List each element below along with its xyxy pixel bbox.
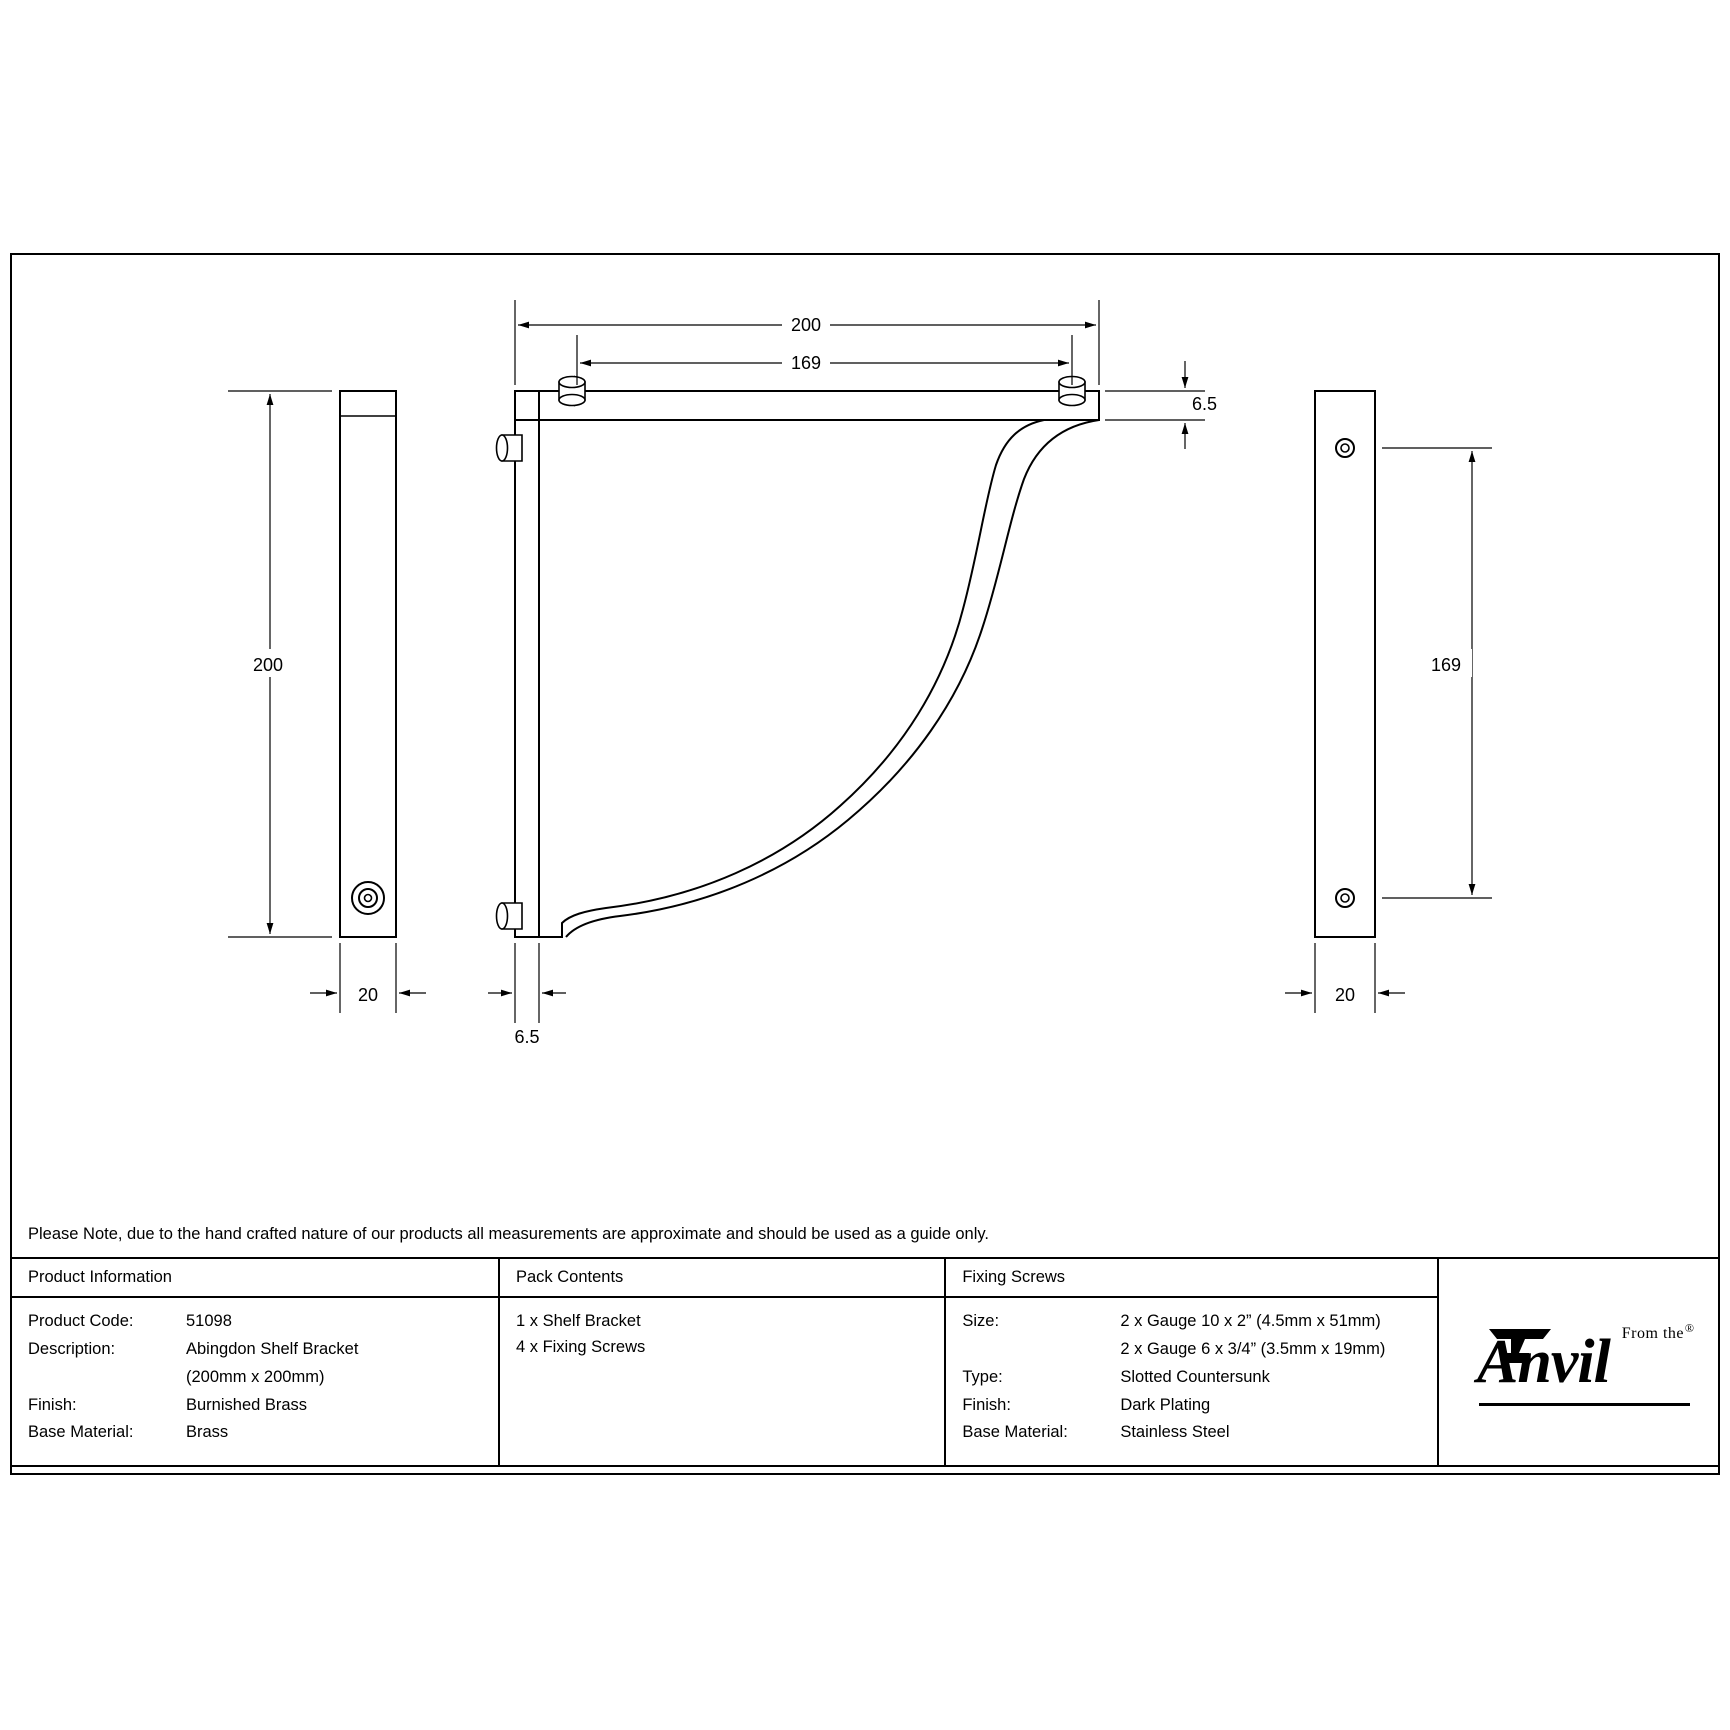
side-view-right	[1315, 391, 1375, 937]
brand-logo-cell	[1438, 1297, 1719, 1467]
dimension-label-top-169: 169	[790, 353, 822, 373]
product-row	[28, 1364, 484, 1392]
fixing-screws-cell	[945, 1297, 1438, 1467]
dimension-label-thickness-65: 6.5	[1192, 394, 1218, 414]
screw-finish-value: Dark Plating	[1120, 1395, 1211, 1414]
product-info-table	[10, 1213, 1720, 1467]
logo-underline	[1479, 1403, 1690, 1406]
logo-main-text: Anvil	[1477, 1327, 1610, 1396]
type-key: Type:	[962, 1367, 1003, 1386]
product-code-value: 51098	[186, 1311, 232, 1330]
pack-contents-cell	[499, 1297, 945, 1467]
dimension-label-bottom-65: 6.5	[514, 1027, 540, 1047]
logo-registered-mark: ®	[1684, 1320, 1694, 1335]
pack-contents-item: 1 x Shelf Bracket	[515, 1311, 641, 1330]
bracket-front-view	[497, 377, 1100, 938]
fixing-row	[962, 1392, 1423, 1420]
header-pack-contents: Pack Contents	[499, 1258, 945, 1297]
technical-drawing	[10, 253, 1720, 1215]
base-material-value: Brass	[186, 1423, 229, 1442]
dimension-label-left-200: 200	[252, 655, 284, 675]
screw-finish-key: Finish:	[962, 1395, 1011, 1414]
dimension-thickness-65	[1105, 361, 1205, 449]
table-body-row	[11, 1297, 1719, 1467]
product-row	[28, 1419, 484, 1447]
product-row	[28, 1308, 484, 1336]
description-value: Abingdon Shelf Bracket	[186, 1339, 359, 1358]
type-value: Slotted Countersunk	[1120, 1367, 1270, 1386]
product-row	[28, 1336, 484, 1364]
fixing-row	[962, 1336, 1423, 1364]
dimension-label-top-200: 200	[790, 315, 822, 335]
fixing-row	[962, 1419, 1423, 1447]
finish-key: Finish:	[28, 1395, 77, 1414]
fixing-row	[962, 1308, 1423, 1336]
product-code-key: Product Code:	[28, 1311, 134, 1330]
finish-value: Burnished Brass	[186, 1395, 308, 1414]
description-key-2	[28, 1364, 186, 1392]
header-logo-spacer	[1438, 1258, 1719, 1297]
pack-contents-item: 4 x Fixing Screws	[515, 1338, 646, 1357]
size-value: 2 x Gauge 10 x 2” (4.5mm x 51mm)	[1120, 1311, 1381, 1330]
base-material-key: Base Material:	[28, 1423, 134, 1442]
table-header-row	[11, 1258, 1719, 1297]
description-key: Description:	[28, 1339, 116, 1358]
note-row	[11, 1213, 1719, 1258]
dimension-label-right-169: 169	[1430, 655, 1462, 675]
dimension-label-bottom-left-20: 20	[357, 985, 379, 1005]
dimension-bottom-65	[488, 943, 566, 1023]
fixing-row	[962, 1364, 1423, 1392]
header-product-information: Product Information	[11, 1258, 499, 1297]
description-value-2: (200mm x 200mm)	[186, 1367, 325, 1386]
screw-base-material-value: Stainless Steel	[1120, 1423, 1230, 1442]
header-fixing-screws: Fixing Screws	[945, 1258, 1438, 1297]
size-key: Size:	[962, 1311, 1000, 1330]
dimension-label-bottom-right-20: 20	[1334, 985, 1356, 1005]
screw-base-material-key: Base Material:	[962, 1423, 1068, 1442]
logo-top-text: From the	[1621, 1324, 1684, 1342]
size-value-2: 2 x Gauge 6 x 3/4” (3.5mm x 19mm)	[1120, 1339, 1386, 1358]
note-text: Please Note, due to the hand crafted nature of our products all measurements are approximate and should be used as a guide only.	[11, 1213, 1719, 1258]
size-key-2	[962, 1336, 1120, 1364]
product-information-cell	[11, 1297, 499, 1467]
side-view-left	[340, 391, 396, 937]
product-row	[28, 1392, 484, 1420]
